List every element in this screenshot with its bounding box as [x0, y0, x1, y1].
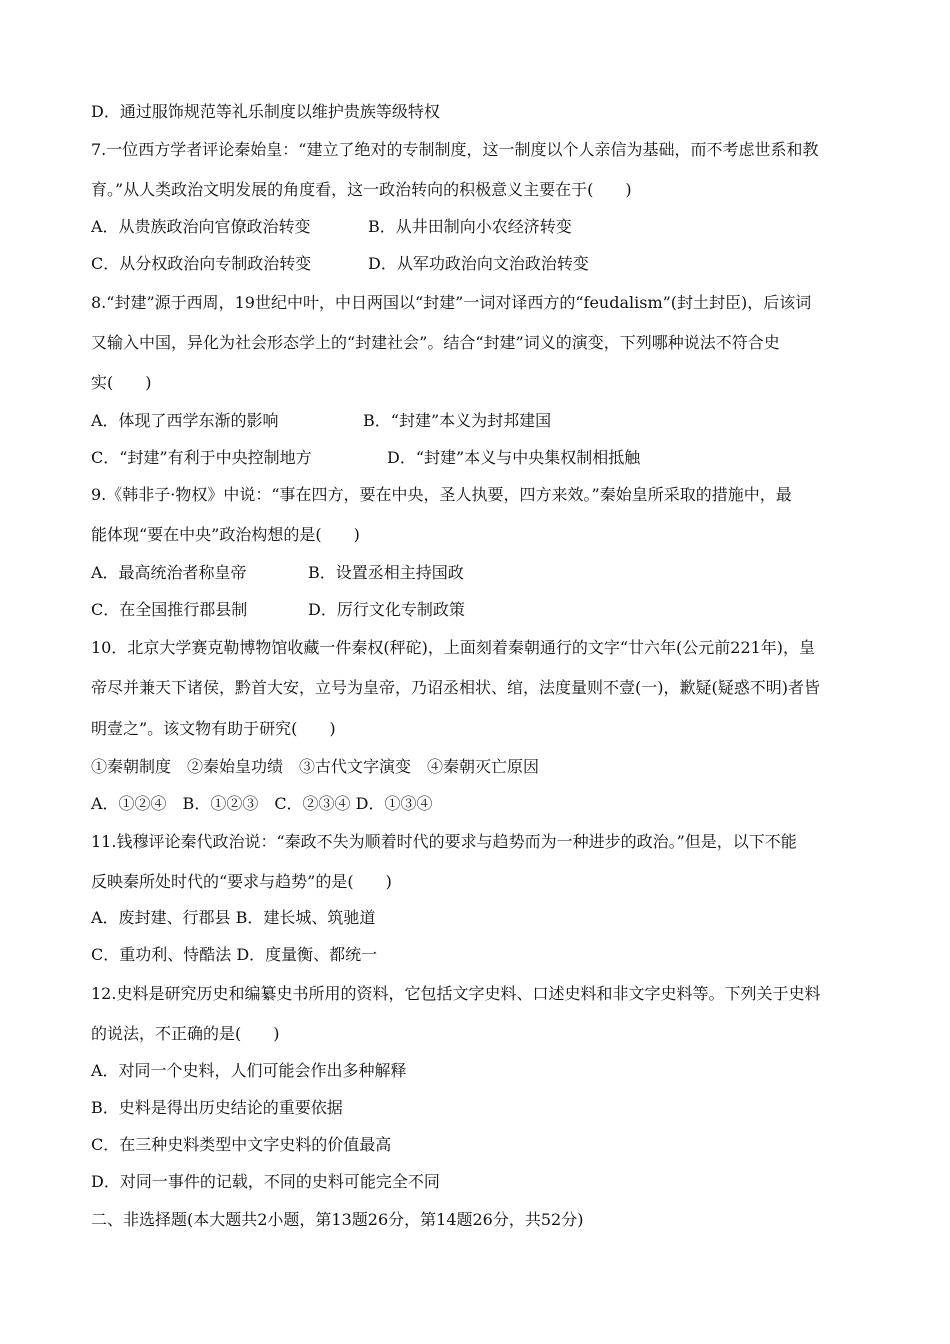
q11-options-ab: A．废封建、行郡县 B．建长城、筑驰道 [91, 908, 376, 927]
q9-option-a: A．最高统治者称皇帝 [91, 563, 247, 582]
q8-option-b: B．“封建”本义为封邦建国 [363, 411, 552, 430]
q8-option-d: D．“封建”本义与中央集权制相抵触 [387, 448, 641, 467]
q12-option-d: D．对同一事件的记载，不同的史料可能完全不同 [91, 1172, 440, 1191]
q10-items: ①秦朝制度 ②秦始皇功绩 ③古代文字演变 ④秦朝灭亡原因 [91, 757, 540, 776]
q6-option-d: D．通过服饰规范等礼乐制度以维护贵族等级特权 [91, 102, 440, 121]
q7-option-c: C．从分权政治向专制政治转变 [91, 254, 312, 273]
section-2-heading: 二、非选择题(本大题共2小题，第13题26分，第14题26分，共52分) [91, 1210, 584, 1229]
q9-option-d: D．厉行文化专制政策 [308, 600, 465, 619]
q7-option-a: A．从贵族政治向官僚政治转变 [91, 217, 311, 236]
q11-stem-line-2: 反映秦所处时代的“要求与趋势”的是( ) [91, 872, 392, 891]
q12-option-b: B．史料是得出历史结论的重要依据 [91, 1098, 343, 1117]
q10-stem-line-3: 明壹之”。该文物有助于研究( ) [91, 719, 336, 738]
q8-stem-line-1: 8.“封建”源于西周，19世纪中叶，中日两国以“封建”一词对译西方的“feudalism”(封土封臣)，后该词 [91, 293, 812, 312]
q8-option-c: C．“封建”有利于中央控制地方 [91, 448, 312, 467]
q9-option-b: B．设置丞相主持国政 [308, 563, 464, 582]
q9-option-c: C．在全国推行郡县制 [91, 600, 248, 619]
q12-stem-line-2: 的说法，不正确的是( ) [91, 1024, 280, 1043]
q12-option-c: C．在三种史料类型中文字史料的价值最高 [91, 1135, 392, 1154]
q8-stem-line-2: 又输入中国，异化为社会形态学上的“封建社会”。结合“封建”词义的演变，下列哪种说法不符合史 [91, 333, 780, 352]
q12-option-a: A．对同一个史料，人们可能会作出多种解释 [91, 1061, 407, 1080]
q7-option-b: B．从井田制向小农经济转变 [368, 217, 572, 236]
q9-stem-line-2: 能体现“要在中央”政治构想的是( ) [91, 525, 360, 544]
q8-option-a: A．体现了西学东渐的影响 [91, 411, 279, 430]
q11-stem-line-1: 11.钱穆评论秦代政治说：“秦政不失为顺着时代的要求与趋势而为一种进步的政治。”但是，以下不能 [91, 832, 797, 851]
q10-stem-line-1: 10．北京大学赛克勒博物馆收藏一件秦权(秤砣)，上面刻着秦朝通行的文字“廿六年(公元前221年)，皇 [91, 638, 816, 657]
q7-stem-line-2: 育。”从人类政治文明发展的角度看，这一政治转向的积极意义主要在于( ) [91, 180, 632, 199]
q12-stem-line-1: 12.史料是研究历史和编纂史书所用的资料，它包括文字史料、口述史料和非文字史料等。下列关于史料 [91, 984, 821, 1003]
q11-options-cd: C．重功利、恃酷法 D．度量衡、都统一 [91, 945, 378, 964]
q7-stem-line-1: 7.一位西方学者评论秦始皇：“建立了绝对的专制制度，这一制度以个人亲信为基础，而不考虑世系和教 [91, 140, 819, 159]
q8-stem-line-3: 实( ) [91, 373, 152, 392]
q10-options: A．①②④ B．①②③ C．②③④ D．①③④ [91, 794, 433, 813]
q7-option-d: D．从军功政治向文治政治转变 [368, 254, 589, 273]
q10-stem-line-2: 帝尽并兼天下诸侯，黔首大安，立号为皇帝，乃诏丞相状、绾，法度量则不壹(一)，歉疑(疑惑不明)者皆 [91, 678, 820, 697]
q9-stem-line-1: 9.《韩非子·物权》中说：“事在四方，要在中央，圣人执要，四方来效。”秦始皇所采取的措施中，最 [91, 485, 792, 504]
